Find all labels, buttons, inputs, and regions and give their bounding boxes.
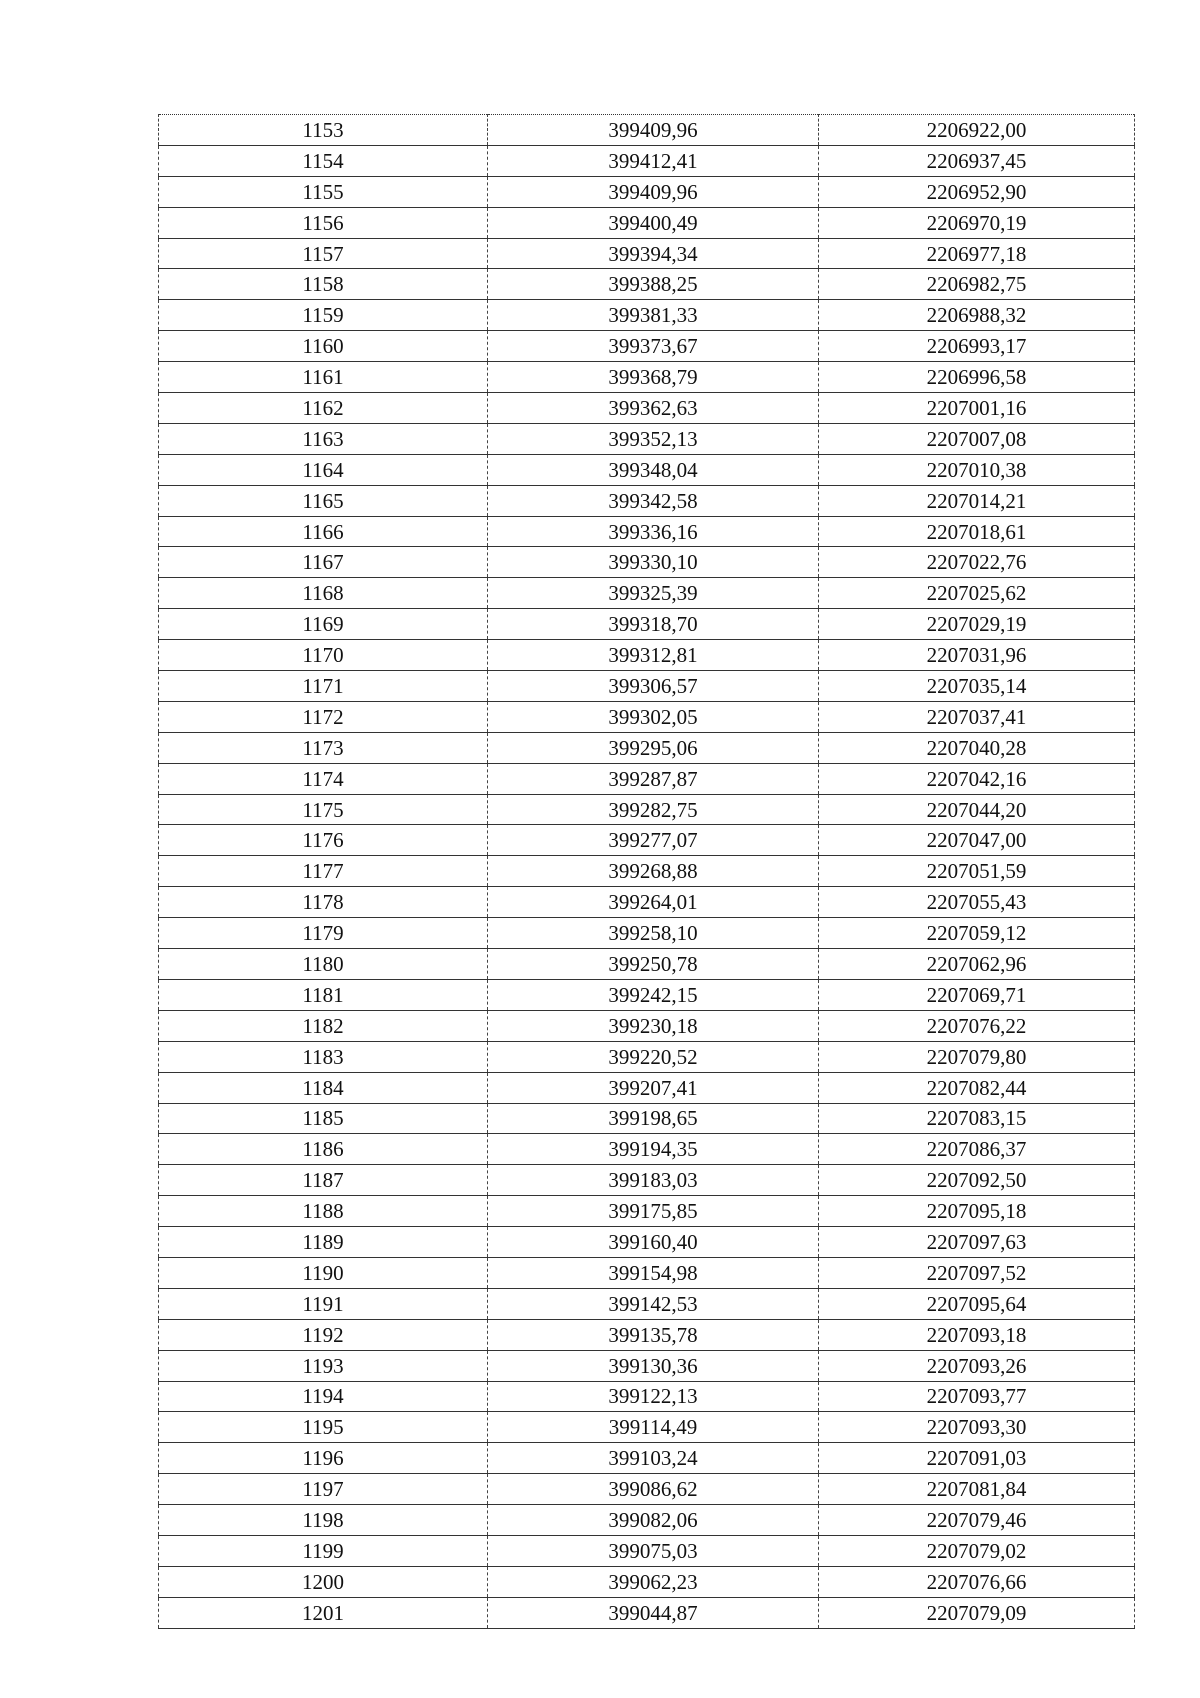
x-coordinate-cell: 399306,57 bbox=[488, 671, 819, 702]
point-number-cell: 1198 bbox=[159, 1505, 488, 1536]
x-coordinate-cell: 399394,34 bbox=[488, 238, 819, 269]
table-row bbox=[159, 856, 1135, 887]
table-row bbox=[159, 485, 1135, 516]
x-coordinate-cell: 399175,85 bbox=[488, 1196, 819, 1227]
point-number-cell: 1170 bbox=[159, 640, 488, 671]
point-number-cell: 1189 bbox=[159, 1227, 488, 1258]
x-coordinate-cell: 399318,70 bbox=[488, 609, 819, 640]
table-row bbox=[159, 207, 1135, 238]
point-number-cell: 1177 bbox=[159, 856, 488, 887]
point-number-cell: 1191 bbox=[159, 1288, 488, 1319]
y-coordinate-cell: 2207035,14 bbox=[819, 671, 1135, 702]
y-coordinate-cell: 2207062,96 bbox=[819, 949, 1135, 980]
table-row bbox=[159, 1134, 1135, 1165]
y-coordinate-cell: 2206996,58 bbox=[819, 362, 1135, 393]
y-coordinate-cell: 2207037,41 bbox=[819, 701, 1135, 732]
point-number-cell: 1187 bbox=[159, 1165, 488, 1196]
point-number-cell: 1161 bbox=[159, 362, 488, 393]
table-row bbox=[159, 1474, 1135, 1505]
y-coordinate-cell: 2207059,12 bbox=[819, 918, 1135, 949]
point-number-cell: 1181 bbox=[159, 979, 488, 1010]
y-coordinate-cell: 2207044,20 bbox=[819, 794, 1135, 825]
point-number-cell: 1172 bbox=[159, 701, 488, 732]
point-number-cell: 1182 bbox=[159, 1010, 488, 1041]
x-coordinate-cell: 399242,15 bbox=[488, 979, 819, 1010]
x-coordinate-cell: 399160,40 bbox=[488, 1227, 819, 1258]
x-coordinate-cell: 399103,24 bbox=[488, 1443, 819, 1474]
y-coordinate-cell: 2206922,00 bbox=[819, 115, 1135, 146]
y-coordinate-cell: 2207051,59 bbox=[819, 856, 1135, 887]
table-row bbox=[159, 763, 1135, 794]
x-coordinate-cell: 399258,10 bbox=[488, 918, 819, 949]
y-coordinate-cell: 2207079,46 bbox=[819, 1505, 1135, 1536]
y-coordinate-cell: 2207040,28 bbox=[819, 732, 1135, 763]
point-number-cell: 1154 bbox=[159, 145, 488, 176]
table-row bbox=[159, 1041, 1135, 1072]
x-coordinate-cell: 399287,87 bbox=[488, 763, 819, 794]
table-row bbox=[159, 1505, 1135, 1536]
x-coordinate-cell: 399409,96 bbox=[488, 115, 819, 146]
point-number-cell: 1166 bbox=[159, 516, 488, 547]
x-coordinate-cell: 399220,52 bbox=[488, 1041, 819, 1072]
table-row bbox=[159, 1412, 1135, 1443]
y-coordinate-cell: 2207083,15 bbox=[819, 1103, 1135, 1134]
y-coordinate-cell: 2206988,32 bbox=[819, 300, 1135, 331]
x-coordinate-cell: 399312,81 bbox=[488, 640, 819, 671]
point-number-cell: 1169 bbox=[159, 609, 488, 640]
y-coordinate-cell: 2207025,62 bbox=[819, 578, 1135, 609]
table-row bbox=[159, 516, 1135, 547]
y-coordinate-cell: 2207079,02 bbox=[819, 1535, 1135, 1566]
table-row bbox=[159, 454, 1135, 485]
table-row bbox=[159, 1257, 1135, 1288]
x-coordinate-cell: 399268,88 bbox=[488, 856, 819, 887]
y-coordinate-cell: 2207086,37 bbox=[819, 1134, 1135, 1165]
table-row bbox=[159, 671, 1135, 702]
table-row bbox=[159, 423, 1135, 454]
point-number-cell: 1167 bbox=[159, 547, 488, 578]
x-coordinate-cell: 399373,67 bbox=[488, 331, 819, 362]
point-number-cell: 1184 bbox=[159, 1072, 488, 1103]
point-number-cell: 1201 bbox=[159, 1597, 488, 1628]
coordinates-table bbox=[158, 114, 1135, 1629]
table-row bbox=[159, 794, 1135, 825]
point-number-cell: 1163 bbox=[159, 423, 488, 454]
point-number-cell: 1194 bbox=[159, 1381, 488, 1412]
y-coordinate-cell: 2206937,45 bbox=[819, 145, 1135, 176]
point-number-cell: 1174 bbox=[159, 763, 488, 794]
point-number-cell: 1179 bbox=[159, 918, 488, 949]
y-coordinate-cell: 2207076,66 bbox=[819, 1566, 1135, 1597]
point-number-cell: 1188 bbox=[159, 1196, 488, 1227]
x-coordinate-cell: 399082,06 bbox=[488, 1505, 819, 1536]
y-coordinate-cell: 2206970,19 bbox=[819, 207, 1135, 238]
y-coordinate-cell: 2207079,80 bbox=[819, 1041, 1135, 1072]
table-row bbox=[159, 331, 1135, 362]
table-row bbox=[159, 640, 1135, 671]
y-coordinate-cell: 2207093,30 bbox=[819, 1412, 1135, 1443]
point-number-cell: 1186 bbox=[159, 1134, 488, 1165]
y-coordinate-cell: 2206952,90 bbox=[819, 176, 1135, 207]
point-number-cell: 1176 bbox=[159, 825, 488, 856]
table-row bbox=[159, 1350, 1135, 1381]
table-row bbox=[159, 393, 1135, 424]
point-number-cell: 1153 bbox=[159, 115, 488, 146]
table-row bbox=[159, 362, 1135, 393]
y-coordinate-cell: 2207081,84 bbox=[819, 1474, 1135, 1505]
x-coordinate-cell: 399044,87 bbox=[488, 1597, 819, 1628]
point-number-cell: 1159 bbox=[159, 300, 488, 331]
y-coordinate-cell: 2207018,61 bbox=[819, 516, 1135, 547]
x-coordinate-cell: 399381,33 bbox=[488, 300, 819, 331]
y-coordinate-cell: 2207042,16 bbox=[819, 763, 1135, 794]
table-row bbox=[159, 1196, 1135, 1227]
y-coordinate-cell: 2207007,08 bbox=[819, 423, 1135, 454]
point-number-cell: 1157 bbox=[159, 238, 488, 269]
table-row bbox=[159, 979, 1135, 1010]
x-coordinate-cell: 399062,23 bbox=[488, 1566, 819, 1597]
y-coordinate-cell: 2207055,43 bbox=[819, 887, 1135, 918]
y-coordinate-cell: 2207093,18 bbox=[819, 1319, 1135, 1350]
y-coordinate-cell: 2207069,71 bbox=[819, 979, 1135, 1010]
x-coordinate-cell: 399352,13 bbox=[488, 423, 819, 454]
y-coordinate-cell: 2207093,26 bbox=[819, 1350, 1135, 1381]
point-number-cell: 1165 bbox=[159, 485, 488, 516]
table-row bbox=[159, 578, 1135, 609]
y-coordinate-cell: 2206993,17 bbox=[819, 331, 1135, 362]
table-row bbox=[159, 918, 1135, 949]
table-row bbox=[159, 732, 1135, 763]
x-coordinate-cell: 399142,53 bbox=[488, 1288, 819, 1319]
table-row bbox=[159, 1072, 1135, 1103]
table-row bbox=[159, 300, 1135, 331]
point-number-cell: 1175 bbox=[159, 794, 488, 825]
x-coordinate-cell: 399130,36 bbox=[488, 1350, 819, 1381]
point-number-cell: 1168 bbox=[159, 578, 488, 609]
table-row bbox=[159, 1103, 1135, 1134]
point-number-cell: 1158 bbox=[159, 269, 488, 300]
x-coordinate-cell: 399282,75 bbox=[488, 794, 819, 825]
x-coordinate-cell: 399264,01 bbox=[488, 887, 819, 918]
y-coordinate-cell: 2206977,18 bbox=[819, 238, 1135, 269]
x-coordinate-cell: 399302,05 bbox=[488, 701, 819, 732]
x-coordinate-cell: 399336,16 bbox=[488, 516, 819, 547]
x-coordinate-cell: 399409,96 bbox=[488, 176, 819, 207]
x-coordinate-cell: 399388,25 bbox=[488, 269, 819, 300]
y-coordinate-cell: 2207029,19 bbox=[819, 609, 1135, 640]
y-coordinate-cell: 2207095,64 bbox=[819, 1288, 1135, 1319]
x-coordinate-cell: 399295,06 bbox=[488, 732, 819, 763]
table-row bbox=[159, 238, 1135, 269]
x-coordinate-cell: 399207,41 bbox=[488, 1072, 819, 1103]
x-coordinate-cell: 399325,39 bbox=[488, 578, 819, 609]
y-coordinate-cell: 2207010,38 bbox=[819, 454, 1135, 485]
x-coordinate-cell: 399342,58 bbox=[488, 485, 819, 516]
point-number-cell: 1183 bbox=[159, 1041, 488, 1072]
table-row bbox=[159, 1566, 1135, 1597]
x-coordinate-cell: 399086,62 bbox=[488, 1474, 819, 1505]
x-coordinate-cell: 399230,18 bbox=[488, 1010, 819, 1041]
y-coordinate-cell: 2207014,21 bbox=[819, 485, 1135, 516]
y-coordinate-cell: 2207097,63 bbox=[819, 1227, 1135, 1258]
point-number-cell: 1171 bbox=[159, 671, 488, 702]
point-number-cell: 1193 bbox=[159, 1350, 488, 1381]
x-coordinate-cell: 399412,41 bbox=[488, 145, 819, 176]
table-row bbox=[159, 547, 1135, 578]
y-coordinate-cell: 2207095,18 bbox=[819, 1196, 1135, 1227]
point-number-cell: 1192 bbox=[159, 1319, 488, 1350]
table-row bbox=[159, 1535, 1135, 1566]
table-row bbox=[159, 1165, 1135, 1196]
x-coordinate-cell: 399194,35 bbox=[488, 1134, 819, 1165]
x-coordinate-cell: 399154,98 bbox=[488, 1257, 819, 1288]
x-coordinate-cell: 399250,78 bbox=[488, 949, 819, 980]
point-number-cell: 1190 bbox=[159, 1257, 488, 1288]
x-coordinate-cell: 399114,49 bbox=[488, 1412, 819, 1443]
y-coordinate-cell: 2207082,44 bbox=[819, 1072, 1135, 1103]
point-number-cell: 1160 bbox=[159, 331, 488, 362]
y-coordinate-cell: 2207079,09 bbox=[819, 1597, 1135, 1628]
table-row bbox=[159, 1010, 1135, 1041]
y-coordinate-cell: 2207022,76 bbox=[819, 547, 1135, 578]
x-coordinate-cell: 399362,63 bbox=[488, 393, 819, 424]
x-coordinate-cell: 399122,13 bbox=[488, 1381, 819, 1412]
y-coordinate-cell: 2207097,52 bbox=[819, 1257, 1135, 1288]
y-coordinate-cell: 2206982,75 bbox=[819, 269, 1135, 300]
table-row bbox=[159, 609, 1135, 640]
y-coordinate-cell: 2207031,96 bbox=[819, 640, 1135, 671]
table-row bbox=[159, 1443, 1135, 1474]
point-number-cell: 1196 bbox=[159, 1443, 488, 1474]
point-number-cell: 1155 bbox=[159, 176, 488, 207]
table-row bbox=[159, 269, 1135, 300]
point-number-cell: 1162 bbox=[159, 393, 488, 424]
y-coordinate-cell: 2207047,00 bbox=[819, 825, 1135, 856]
y-coordinate-cell: 2207091,03 bbox=[819, 1443, 1135, 1474]
table-row bbox=[159, 1319, 1135, 1350]
point-number-cell: 1180 bbox=[159, 949, 488, 980]
point-number-cell: 1199 bbox=[159, 1535, 488, 1566]
table-row bbox=[159, 701, 1135, 732]
point-number-cell: 1185 bbox=[159, 1103, 488, 1134]
point-number-cell: 1156 bbox=[159, 207, 488, 238]
point-number-cell: 1178 bbox=[159, 887, 488, 918]
table-row bbox=[159, 825, 1135, 856]
x-coordinate-cell: 399400,49 bbox=[488, 207, 819, 238]
point-number-cell: 1195 bbox=[159, 1412, 488, 1443]
y-coordinate-cell: 2207092,50 bbox=[819, 1165, 1135, 1196]
x-coordinate-cell: 399075,03 bbox=[488, 1535, 819, 1566]
point-number-cell: 1173 bbox=[159, 732, 488, 763]
x-coordinate-cell: 399277,07 bbox=[488, 825, 819, 856]
y-coordinate-cell: 2207001,16 bbox=[819, 393, 1135, 424]
point-number-cell: 1200 bbox=[159, 1566, 488, 1597]
coordinates-table-body bbox=[159, 115, 1135, 1629]
table-row bbox=[159, 887, 1135, 918]
table-row bbox=[159, 176, 1135, 207]
table-row bbox=[159, 1597, 1135, 1628]
table-row bbox=[159, 1381, 1135, 1412]
x-coordinate-cell: 399183,03 bbox=[488, 1165, 819, 1196]
x-coordinate-cell: 399135,78 bbox=[488, 1319, 819, 1350]
x-coordinate-cell: 399348,04 bbox=[488, 454, 819, 485]
y-coordinate-cell: 2207093,77 bbox=[819, 1381, 1135, 1412]
point-number-cell: 1164 bbox=[159, 454, 488, 485]
y-coordinate-cell: 2207076,22 bbox=[819, 1010, 1135, 1041]
x-coordinate-cell: 399330,10 bbox=[488, 547, 819, 578]
table-row bbox=[159, 115, 1135, 146]
table-row bbox=[159, 145, 1135, 176]
table-row bbox=[159, 1227, 1135, 1258]
x-coordinate-cell: 399368,79 bbox=[488, 362, 819, 393]
table-row bbox=[159, 1288, 1135, 1319]
point-number-cell: 1197 bbox=[159, 1474, 488, 1505]
table-row bbox=[159, 949, 1135, 980]
x-coordinate-cell: 399198,65 bbox=[488, 1103, 819, 1134]
